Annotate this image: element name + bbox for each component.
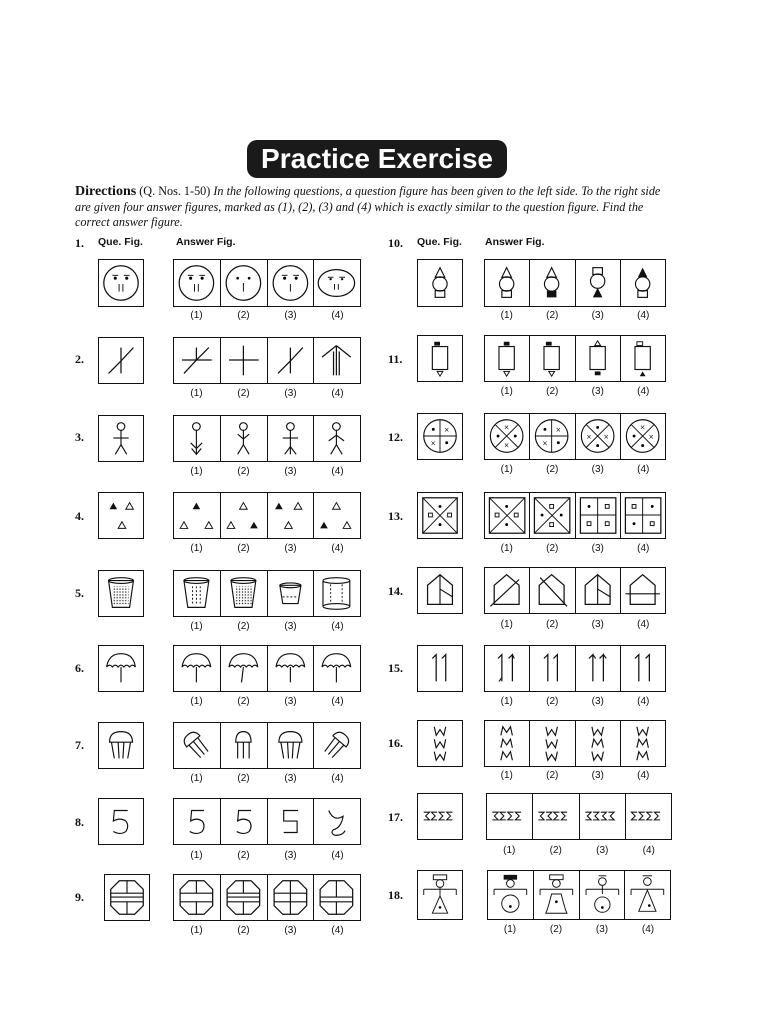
question-figure — [417, 567, 463, 614]
question-figure — [417, 793, 463, 840]
svg-text:×: × — [542, 439, 548, 448]
answer-option[interactable] — [221, 646, 268, 691]
answer-figures — [487, 870, 671, 920]
option-labels: (1) (2) (3) (4) — [503, 924, 655, 935]
answer-option[interactable] — [580, 794, 626, 839]
question-number: 9. — [75, 890, 84, 904]
answer-option[interactable] — [174, 571, 221, 616]
svg-text:×: × — [503, 423, 510, 432]
answer-option[interactable] — [314, 260, 360, 306]
question-figure — [98, 492, 144, 539]
option-labels: (1) (2) (3) (4) — [190, 696, 344, 707]
answer-option[interactable] — [621, 646, 665, 691]
answer-option[interactable] — [314, 723, 360, 768]
answer-option[interactable] — [530, 260, 575, 306]
answer-figures — [173, 645, 361, 692]
answer-option[interactable] — [485, 721, 530, 766]
answer-option[interactable] — [485, 646, 530, 691]
answer-option[interactable] — [621, 260, 665, 306]
answer-option[interactable] — [221, 338, 268, 383]
answer-option[interactable] — [174, 260, 221, 306]
answer-figures — [484, 413, 666, 460]
answer-option[interactable] — [314, 646, 360, 691]
answer-option[interactable] — [485, 336, 530, 381]
option-labels: (1) (2) (3) (4) — [500, 619, 650, 630]
option-labels: (1) (2) (3) (4) — [500, 770, 650, 781]
question-number: 16. — [388, 736, 403, 750]
answer-option[interactable] — [314, 338, 360, 383]
option-labels: (1) (2) (3) (4) — [500, 310, 650, 321]
answer-option[interactable] — [487, 794, 533, 839]
directions — [75, 184, 675, 231]
answer-figures — [484, 567, 666, 614]
question-number: 17. — [388, 810, 403, 824]
answer-option[interactable] — [268, 260, 315, 306]
answer-option[interactable] — [621, 568, 665, 613]
directions-qnos: (Q. Nos. 1-50) — [139, 184, 211, 198]
question-number: 3. — [75, 430, 84, 444]
answer-option[interactable] — [268, 646, 315, 691]
question-number: 5. — [75, 586, 84, 600]
answer-option[interactable] — [576, 646, 621, 691]
answer-figures — [484, 492, 666, 539]
option-labels: (1) (2) (3) (4) — [190, 388, 344, 399]
answer-option[interactable] — [314, 799, 360, 844]
answer-option[interactable] — [621, 336, 665, 381]
answer-figures — [173, 492, 361, 539]
answer-figures — [484, 335, 666, 382]
que-fig-header-right: Que. Fig. — [417, 236, 462, 248]
answer-option[interactable] — [268, 875, 315, 920]
option-labels: (1) (2) (3) (4) — [190, 773, 344, 784]
option-labels: (1) (2) (3) (4) — [500, 386, 650, 397]
answer-option[interactable] — [485, 260, 530, 306]
answer-option[interactable] — [174, 493, 221, 538]
question-figure — [417, 335, 463, 382]
answer-option[interactable] — [268, 416, 315, 461]
option-labels: (1) (2) (3) (4) — [190, 466, 344, 477]
svg-text:×: × — [443, 426, 450, 435]
answer-option[interactable] — [268, 723, 315, 768]
answer-option[interactable] — [580, 871, 626, 919]
answer-option[interactable] — [626, 794, 671, 839]
answer-fig-header-right: Answer Fig. — [485, 236, 545, 248]
answer-option[interactable] — [485, 568, 530, 613]
answer-figures — [173, 337, 361, 384]
answer-option[interactable] — [534, 871, 580, 919]
question-number: 4. — [75, 509, 84, 523]
svg-text:×: × — [503, 441, 510, 450]
answer-option[interactable] — [174, 338, 221, 383]
svg-text:×: × — [602, 432, 609, 441]
question-figure — [98, 722, 144, 769]
svg-text:×: × — [585, 432, 592, 441]
question-figure — [98, 570, 144, 617]
option-labels: (1) (2) (3) (4) — [190, 310, 344, 321]
question-figure — [104, 874, 150, 921]
page-title: Practice Exercise — [247, 140, 507, 178]
svg-text:×: × — [648, 432, 654, 441]
answer-option[interactable] — [530, 414, 575, 459]
answer-option[interactable] — [174, 723, 221, 768]
option-labels: (1) (2) (3) (4) — [500, 696, 650, 707]
question-number: 2. — [75, 352, 84, 366]
answer-option[interactable] — [576, 414, 621, 459]
answer-option[interactable] — [485, 414, 530, 459]
question-figure — [98, 798, 144, 845]
answer-figures — [484, 645, 666, 692]
answer-option[interactable] — [485, 493, 530, 538]
question-figure — [417, 870, 463, 920]
question-number: 13. — [388, 509, 403, 523]
answer-figures — [173, 415, 361, 462]
question-figure — [98, 645, 144, 692]
question-figure — [417, 259, 463, 307]
question-number: 10. — [388, 236, 403, 250]
question-number: 11. — [388, 352, 403, 366]
option-labels: (1) (2) (3) (4) — [190, 621, 344, 632]
question-number: 1. — [75, 236, 84, 250]
answer-option[interactable] — [533, 794, 579, 839]
question-number: 14. — [388, 584, 403, 598]
answer-option[interactable] — [530, 721, 575, 766]
answer-figures — [484, 259, 666, 307]
svg-text:×: × — [639, 423, 646, 432]
answer-option[interactable] — [621, 493, 665, 538]
answer-option[interactable] — [530, 336, 575, 381]
option-labels: (1) (2) (3) (4) — [190, 925, 344, 936]
answer-option[interactable] — [221, 416, 268, 461]
answer-option[interactable] — [221, 875, 268, 920]
option-labels: (1) (2) (3) (4) — [503, 845, 655, 856]
question-number: 12. — [388, 430, 403, 444]
answer-option[interactable] — [174, 646, 221, 691]
que-fig-header-left: Que. Fig. — [98, 236, 143, 248]
answer-option[interactable] — [621, 414, 665, 459]
answer-option[interactable] — [174, 416, 221, 461]
svg-text:×: × — [555, 426, 562, 435]
answer-option[interactable] — [488, 871, 534, 919]
directions-label: Directions — [75, 184, 137, 199]
question-number: 6. — [75, 661, 84, 675]
answer-figures — [486, 793, 672, 840]
answer-figures — [173, 722, 361, 769]
answer-option[interactable] — [314, 875, 360, 920]
question-number: 8. — [75, 815, 84, 829]
answer-option[interactable] — [221, 493, 268, 538]
option-labels: (1) (2) (3) (4) — [190, 850, 344, 861]
answer-option[interactable] — [314, 493, 360, 538]
answer-option[interactable] — [530, 646, 575, 691]
question-figure — [98, 259, 144, 307]
question-figure — [98, 337, 144, 384]
question-figure — [417, 492, 463, 539]
option-labels: (1) (2) (3) (4) — [190, 543, 344, 554]
answer-option[interactable] — [268, 493, 315, 538]
answer-option[interactable] — [174, 799, 221, 844]
answer-option[interactable] — [625, 871, 670, 919]
answer-option[interactable] — [576, 260, 621, 306]
svg-text:×: × — [430, 439, 437, 448]
answer-option[interactable] — [314, 571, 360, 616]
question-figure — [417, 645, 463, 692]
answer-option[interactable] — [268, 571, 315, 616]
answer-figures — [173, 259, 361, 307]
answer-option[interactable] — [576, 568, 621, 613]
answer-option[interactable] — [221, 260, 268, 306]
option-labels: (1) (2) (3) (4) — [500, 464, 650, 475]
answer-option[interactable] — [174, 875, 221, 920]
answer-figures — [173, 570, 361, 617]
answer-option[interactable] — [530, 493, 575, 538]
question-number: 18. — [388, 888, 403, 902]
directions-text: In the following questions, a question figure has been given to the left side. To the right side are given four answer figures, marked as (1), (2), (3) and (4) which is exactly similar to the question figure. Find the correct answer figure. — [75, 184, 661, 229]
answer-option[interactable] — [268, 799, 315, 844]
answer-option[interactable] — [221, 571, 268, 616]
answer-option[interactable] — [530, 568, 575, 613]
question-number: 7. — [75, 738, 84, 752]
answer-option[interactable] — [576, 493, 621, 538]
answer-option[interactable] — [221, 723, 268, 768]
answer-fig-header-left: Answer Fig. — [176, 236, 236, 248]
answer-figures — [484, 720, 666, 767]
answer-option[interactable] — [221, 799, 268, 844]
option-labels: (1) (2) (3) (4) — [500, 543, 650, 554]
answer-option[interactable] — [621, 721, 665, 766]
answer-figures — [173, 798, 361, 845]
question-figure — [417, 413, 463, 460]
answer-option[interactable] — [576, 336, 621, 381]
answer-option[interactable] — [576, 721, 621, 766]
question-figure — [417, 720, 463, 767]
answer-option[interactable] — [314, 416, 360, 461]
answer-option[interactable] — [268, 338, 315, 383]
answer-figures — [173, 874, 361, 921]
question-number: 15. — [388, 661, 403, 675]
question-figure — [98, 415, 144, 462]
